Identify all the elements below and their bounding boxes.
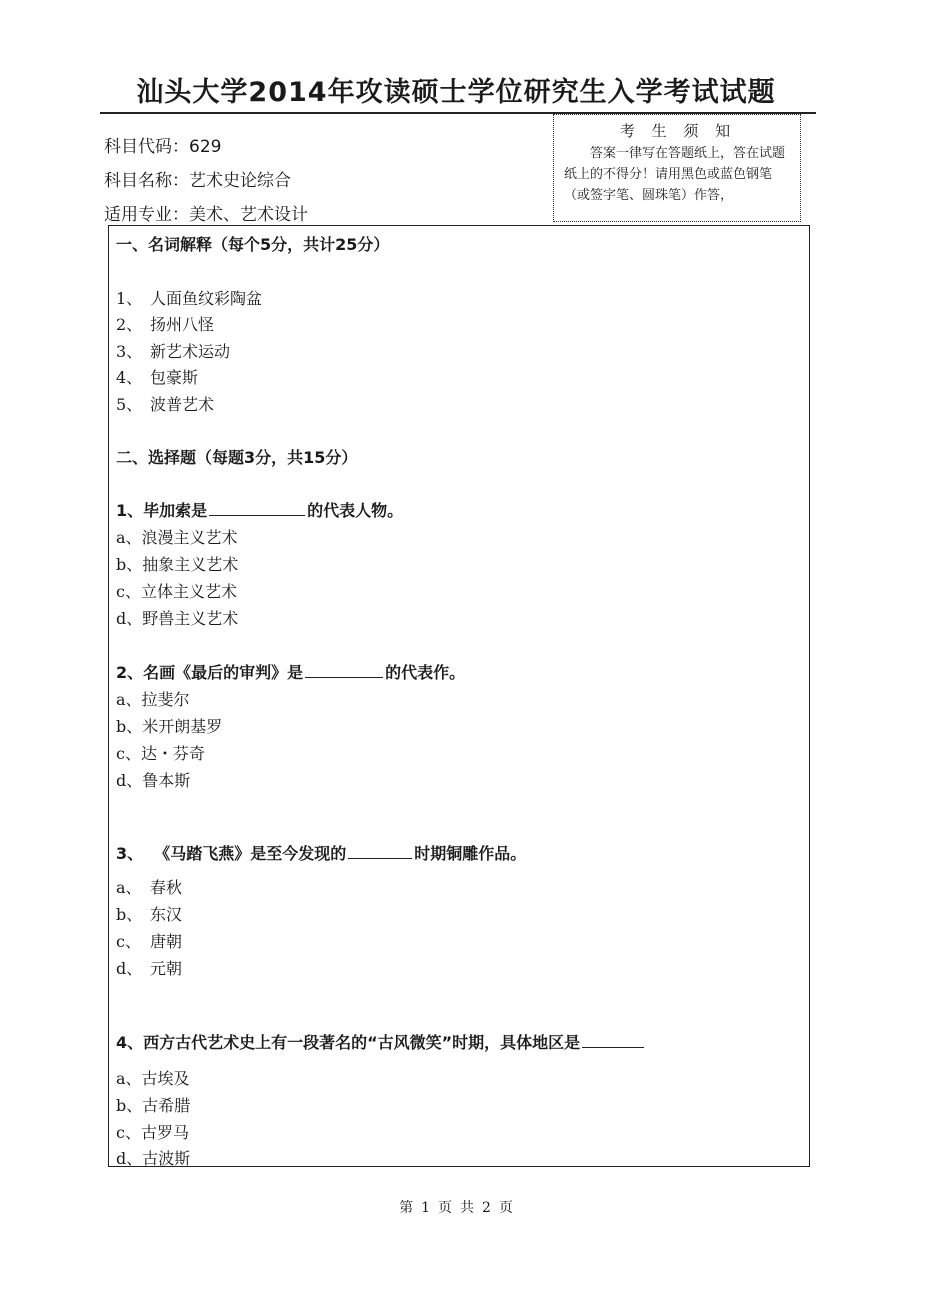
- option-d: d、古波斯: [116, 1149, 191, 1168]
- option-b: b、米开朗基罗: [116, 717, 223, 736]
- item-number: 1、: [116, 289, 143, 308]
- option-d: d、野兽主义艺术: [116, 609, 239, 628]
- option-text: 东汉: [150, 905, 183, 924]
- footer-text: 第: [399, 1200, 414, 1216]
- option-a: a、古埃及: [116, 1069, 190, 1088]
- page-total: 2: [482, 1200, 491, 1216]
- list-item: [116, 365, 198, 388]
- page-footer: [0, 1197, 912, 1217]
- stem-text: 的代表人物。: [307, 501, 404, 520]
- footer-text: 页: [498, 1200, 513, 1216]
- stem-text: 时期铜雕作品。: [414, 844, 527, 863]
- notice-body: 答案一律写在答题纸上，答在试题纸上的不得分！请用黑色或蓝色钢笔（或签字笔、圆珠笔）作答，: [564, 146, 786, 203]
- option-a: a、拉斐尔: [116, 690, 190, 709]
- stem-text: 2、名画《最后的审判》是: [116, 663, 304, 682]
- item-text: 包豪斯: [150, 368, 199, 387]
- option-d: d、鲁本斯: [116, 771, 191, 790]
- item-text: 扬州八怪: [150, 315, 215, 334]
- option-c: c、古罗马: [116, 1123, 189, 1142]
- subject-name-label: 科目名称：: [104, 171, 189, 191]
- item-text: 人面鱼纹彩陶盆: [150, 289, 263, 308]
- list-item: [116, 339, 230, 362]
- footer-text: 页: [438, 1200, 452, 1216]
- item-number: 3、: [116, 342, 143, 361]
- stem-text: 1、毕加索是: [116, 501, 208, 520]
- page-number: 1: [421, 1200, 430, 1216]
- subject-code-value: 629: [189, 137, 222, 157]
- subject-code-label: 科目代码：: [104, 137, 189, 157]
- applicable-major-value: 美术、艺术设计: [189, 205, 308, 225]
- option-b: b、古希腊: [116, 1096, 191, 1115]
- subject-code: [104, 132, 221, 157]
- option-letter: d、: [116, 959, 143, 978]
- option-letter: a、: [116, 878, 142, 897]
- option-b: b、抽象主义艺术: [116, 555, 239, 574]
- section2-heading: 二、选择题（每题3分，共15分）: [116, 448, 358, 467]
- option-text: 唐朝: [150, 932, 183, 951]
- option-c: [116, 929, 182, 952]
- question-4-stem: [116, 1030, 646, 1053]
- item-text: 波普艺术: [150, 395, 215, 414]
- applicable-major-label: 适用专业：: [104, 205, 189, 225]
- list-item: [116, 392, 214, 415]
- answer-blank: [209, 500, 305, 516]
- exam-title: 汕头大学2014年攻读硕士学位研究生入学考试试题: [136, 77, 776, 108]
- footer-text: 共: [460, 1200, 474, 1216]
- stem-text: 的代表作。: [385, 663, 466, 682]
- question-2-stem: [116, 660, 465, 683]
- list-item: [116, 286, 262, 309]
- question-3-stem: [116, 841, 526, 864]
- item-number: 5、: [116, 395, 143, 414]
- item-number: 4、: [116, 368, 143, 387]
- notice-title: 考 生 须 知: [619, 122, 737, 140]
- list-item: [116, 312, 214, 335]
- option-c: c、达・芬奇: [116, 744, 205, 763]
- option-text: 元朝: [150, 959, 183, 978]
- option-text: 春秋: [150, 878, 183, 897]
- answer-blank: [582, 1032, 644, 1048]
- applicable-major: [104, 200, 308, 225]
- subject-name-value: 艺术史论综合: [189, 171, 291, 191]
- option-letter: b、: [116, 905, 143, 924]
- stem-text: 4、西方古代艺术史上有一段著名的“古风微笑”时期，具体地区是: [116, 1033, 581, 1052]
- option-d: [116, 956, 182, 979]
- option-c: c、立体主义艺术: [116, 582, 237, 601]
- item-text: 新艺术运动: [150, 342, 231, 361]
- option-a: a、浪漫主义艺术: [116, 528, 238, 547]
- option-a: [116, 875, 182, 898]
- option-letter: c、: [116, 932, 141, 951]
- item-number: 2、: [116, 315, 143, 334]
- answer-blank: [305, 662, 383, 678]
- question-1-stem: [116, 498, 403, 521]
- subject-name: [104, 166, 291, 191]
- answer-blank: [348, 843, 412, 859]
- question-frame: [108, 225, 810, 1167]
- stem-text: 3、 《马踏飞燕》是至今发现的: [116, 844, 347, 863]
- candidate-notice-box: [553, 114, 801, 222]
- section1-heading: 一、名词解释（每个5分，共计25分）: [116, 235, 390, 254]
- option-b: [116, 902, 182, 925]
